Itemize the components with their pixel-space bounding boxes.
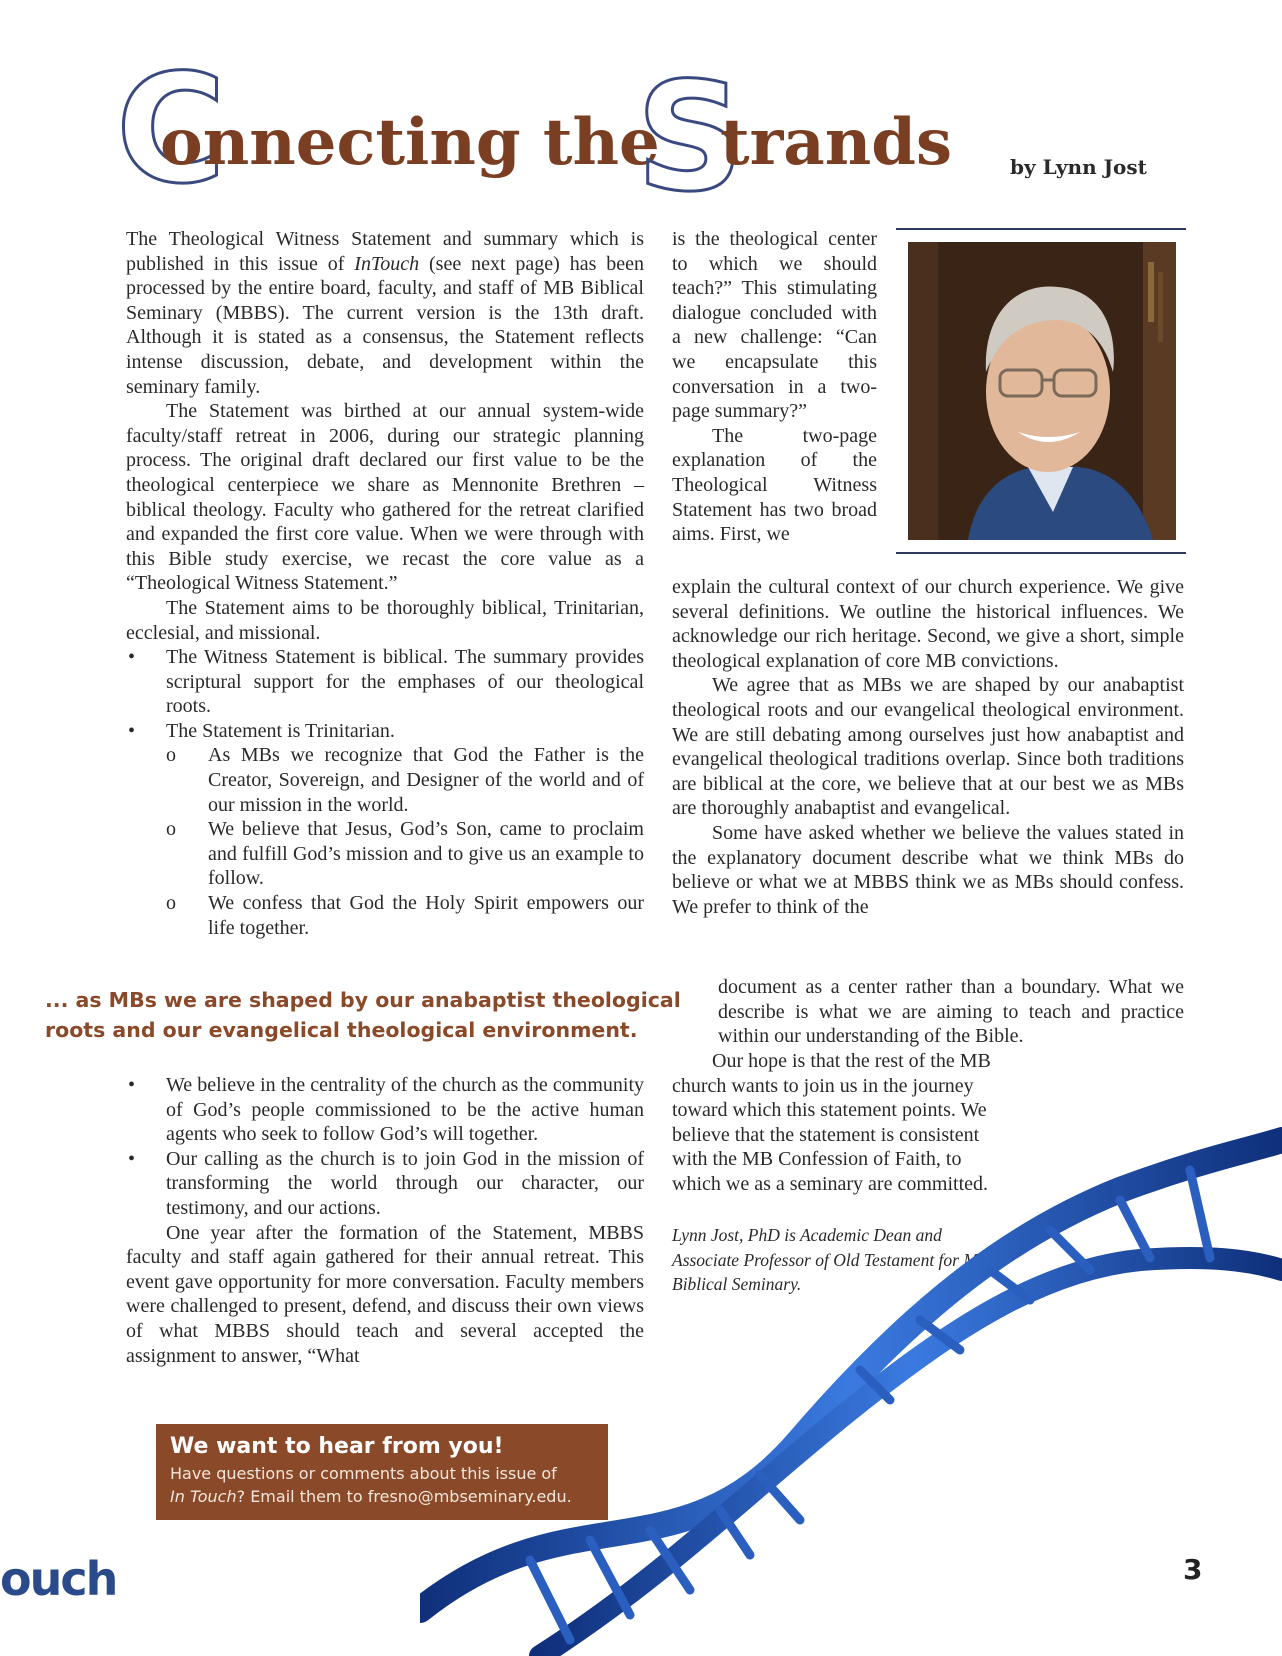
paragraph-birthed: The Statement was birthed at our annual system-wide faculty/staff retreat in 2006, during our strategic planning process. The original draft declared our first value to be the theological centerpiece we share as Mennonite Brethren – biblical theology. Faculty who gathered for the retreat clarified and expanded the first core value. When we were through with this Bible study exercise, we recast the core value as a “Theological Witness Statement.”: [126, 400, 644, 595]
sub-list-item: o We confess that God the Holy Spirit empowers our life together.: [166, 892, 644, 939]
paragraph-two-page: The two-page explanation of the Theological Witness Statement has two broad aims. First, we: [672, 424, 877, 546]
paragraph-one-year-after: One year after the formation of the Statement, MBBS faculty and staff again gathered for their annual retreat. This event gave opportunity for more conversation. Faculty members were challenged to present, defend, and discuss their own views of what MBBS should teach and several accepted the assignment to answer, “What: [126, 1221, 644, 1367]
title-part-connecting: onnecting the: [160, 105, 660, 180]
photo-rule-bottom: [896, 552, 1186, 554]
publication-name: InTouch: [354, 252, 420, 275]
sub-list-item: o As MBs we recognize that God the Father is the Creator, Sovereign, and Designer of the world and of our mission in the world.: [166, 744, 644, 816]
paragraph-intro: The Theological Witness Statement and summary which is published in this issue of InTouch (see next page) has been processed by the entire board, faculty, and staff of MB Biblical Seminary (MBBS). The current version is the 13th draft. Although it is stated as a consensus, the Statement reflects intense discussion, debate, and development within the seminary family.: [126, 228, 644, 398]
column-right-wide: [672, 575, 1184, 919]
callout-text: Have questions or comments about this issue of In Touch? Email them to fresno@mbseminary.edu.: [170, 1464, 572, 1506]
paragraph-we-agree: We agree that as MBs we are shaped by our anabaptist theological roots and our evangelical theological environment. We are still debating among ourselves just how anabaptist and evangelical theological traditions overlap. Since both traditions are biblical at the core, we believe that at our best we as MBs are thoroughly anabaptist and evangelical.: [672, 674, 1184, 820]
author-bio: Lynn Jost, PhD is Academic Dean and Associate Professor of Old Testament for MB Biblical Seminary.: [672, 1225, 989, 1294]
pull-quote: ... as MBs we are shaped by our anabaptist theological roots and our evangelical theological environment.: [45, 988, 681, 1042]
portrait-illustration: [908, 242, 1176, 540]
paragraph-center: document as a center rather than a boundary. What we describe is what we are aiming to teach and practice within our understanding of the Bible.: [718, 976, 1184, 1048]
sub-list-item: o We believe that Jesus, God’s Son, came to proclaim and fulfill God’s mission and to give us an example to follow.: [166, 818, 644, 890]
list-item: • The Statement is Trinitarian.: [128, 719, 395, 742]
author-photo: [908, 242, 1176, 540]
list-item: • We believe in the centrality of the church as the community of God’s people commissioned to be the active human agents who seek to follow God’s will together.: [128, 1074, 644, 1146]
paragraph-explain: explain the cultural context of our church experience. We give several definitions. We outline the historical influences. We acknowledge our rich heritage. Second, we give a short, simple theological explanation of core MB convictions.: [672, 576, 1184, 672]
list-item: • Our calling as the church is to join God in the mission of transforming the world through our character, our testimony, and our actions.: [128, 1147, 644, 1219]
column-right-indented: [718, 975, 1184, 1049]
column-right-final: [672, 1049, 1184, 1197]
photo-rule-top: [896, 228, 1186, 230]
title-drop-letter-s: S: [636, 51, 745, 225]
list-item: • The Witness Statement is biblical. The summary provides scriptural support for the emphases of our theological roots.: [128, 646, 644, 718]
paragraph-our-hope: Our hope is that the rest of the MB church wants to join us in the journey toward which this statement points. We believe that the statement is consistent with the MB Confession of Faith, to which we as a seminary are committed.: [672, 1050, 991, 1195]
byline: by Lynn Jost: [1010, 155, 1147, 179]
column-left-upper: [126, 227, 644, 940]
title-part-strands: trands: [720, 105, 953, 180]
callout-heading: We want to hear from you!: [170, 1434, 504, 1459]
paragraph-aims: The Statement aims to be thoroughly biblical, Trinitarian, ecclesial, and missional.: [126, 596, 644, 644]
callout-email[interactable]: ? Email them to fresno@mbseminary.edu.: [236, 1487, 572, 1506]
page-number: 3: [1183, 1553, 1203, 1586]
title-drop-letter-c: C: [116, 43, 227, 217]
aims-list: [126, 645, 644, 940]
publication-logo-fragment: ouch: [0, 1552, 117, 1606]
article-title: [116, 43, 1020, 225]
column-left-lower: [126, 1073, 644, 1368]
paragraph-some-have-asked: Some have asked whether we believe the values stated in the explanatory document describe what we think MBs do believe or what we at MBBS think we as MBs should confess. We prefer to think of the: [672, 821, 1184, 918]
church-list: [126, 1073, 644, 1221]
feedback-callout: [156, 1424, 608, 1520]
column-right-narrow: [672, 227, 877, 547]
paragraph-continued: is the theological center to which we should teach?” This stimulating dialogue concluded with a new challenge: “Can we encapsulate this conversation in a two-page summary?”: [672, 228, 877, 423]
